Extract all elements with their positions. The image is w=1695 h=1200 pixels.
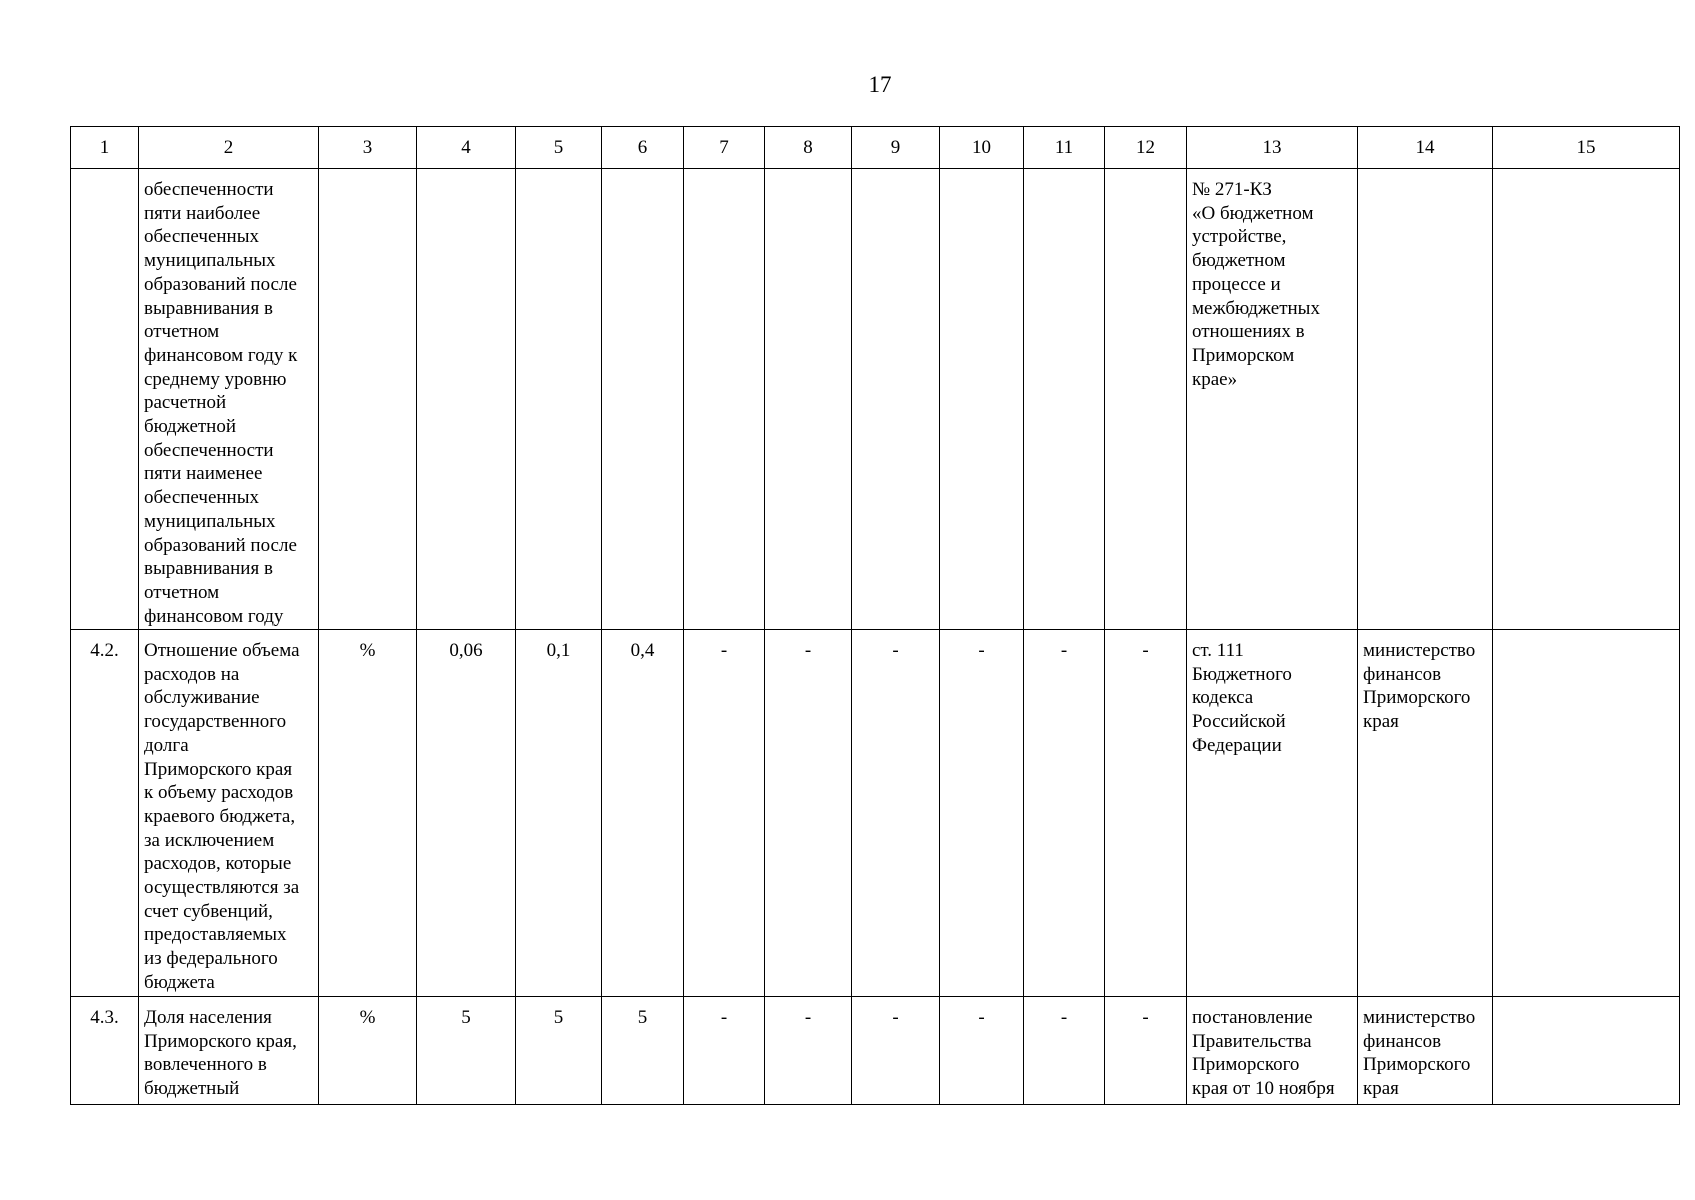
table-row xyxy=(71,169,1680,630)
column-header: 2 xyxy=(139,127,319,169)
value-cell xyxy=(516,169,602,630)
indicator-name: Отношение объема расходов на обслуживание государственного долга Приморского края к объему расходов краевого бюджета, за исключением расходов, которые осуществляются за счет субвенций, предоставляемых из федерального бюджета xyxy=(139,630,319,997)
value-cell xyxy=(1105,169,1187,630)
value-cell: 5 xyxy=(417,997,516,1105)
value-cell: - xyxy=(852,630,940,997)
row-number xyxy=(71,169,139,630)
value-cell xyxy=(602,169,684,630)
indicators-table xyxy=(70,126,1680,1105)
column-header: 8 xyxy=(765,127,852,169)
value-cell: - xyxy=(1024,630,1105,997)
legal-basis: постановление Правительства Приморского края от 10 ноября xyxy=(1187,997,1358,1105)
value-cell: - xyxy=(940,630,1024,997)
value-cell: 0,06 xyxy=(417,630,516,997)
legal-basis: ст. 111 Бюджетного кодекса Российской Федерации xyxy=(1187,630,1358,997)
indicator-name: Доля населения Приморского края, вовлеченного в бюджетный xyxy=(139,997,319,1105)
value-cell: - xyxy=(684,630,765,997)
page-number: 17 xyxy=(868,72,892,97)
column-header: 4 xyxy=(417,127,516,169)
unit-cell: % xyxy=(319,997,417,1105)
column-header: 9 xyxy=(852,127,940,169)
value-cell: 0,1 xyxy=(516,630,602,997)
column-header: 11 xyxy=(1024,127,1105,169)
value-cell xyxy=(1024,169,1105,630)
column-header: 10 xyxy=(940,127,1024,169)
column-header: 5 xyxy=(516,127,602,169)
value-cell: - xyxy=(765,997,852,1105)
note-cell xyxy=(1493,997,1680,1105)
value-cell: - xyxy=(852,997,940,1105)
header-row xyxy=(71,127,1680,169)
row-number: 4.2. xyxy=(71,630,139,997)
responsible-body xyxy=(1358,169,1493,630)
column-header: 6 xyxy=(602,127,684,169)
value-cell: - xyxy=(940,997,1024,1105)
value-cell xyxy=(417,169,516,630)
value-cell: 0,4 xyxy=(602,630,684,997)
row-number: 4.3. xyxy=(71,997,139,1105)
indicator-name: обеспеченности пяти наиболее обеспеченных муниципальных образований после выравнивания в отчетном финансовом году к среднему уровню расчетной бюджетной обеспеченности пяти наименее обеспеченных муниципальных образований после выравнивания в отчетном финансовом году xyxy=(139,169,319,630)
value-cell xyxy=(940,169,1024,630)
value-cell: - xyxy=(684,997,765,1105)
responsible-body: министерство финансов Приморского края xyxy=(1358,630,1493,997)
table-row xyxy=(71,630,1680,997)
responsible-body: министерство финансов Приморского края xyxy=(1358,997,1493,1105)
value-cell: - xyxy=(1105,630,1187,997)
value-cell: 5 xyxy=(516,997,602,1105)
unit-cell: % xyxy=(319,630,417,997)
note-cell xyxy=(1493,630,1680,997)
note-cell xyxy=(1493,169,1680,630)
value-cell: 5 xyxy=(602,997,684,1105)
table-row xyxy=(71,997,1680,1105)
value-cell: - xyxy=(1105,997,1187,1105)
column-header: 12 xyxy=(1105,127,1187,169)
column-header: 14 xyxy=(1358,127,1493,169)
column-header: 13 xyxy=(1187,127,1358,169)
value-cell xyxy=(765,169,852,630)
unit-cell xyxy=(319,169,417,630)
value-cell: - xyxy=(1024,997,1105,1105)
value-cell xyxy=(684,169,765,630)
column-header: 15 xyxy=(1493,127,1680,169)
column-header: 7 xyxy=(684,127,765,169)
legal-basis: № 271-КЗ «О бюджетном устройстве, бюджетном процессе и межбюджетных отношениях в Приморском крае» xyxy=(1187,169,1358,630)
column-header: 3 xyxy=(319,127,417,169)
value-cell xyxy=(852,169,940,630)
column-header: 1 xyxy=(71,127,139,169)
value-cell: - xyxy=(765,630,852,997)
